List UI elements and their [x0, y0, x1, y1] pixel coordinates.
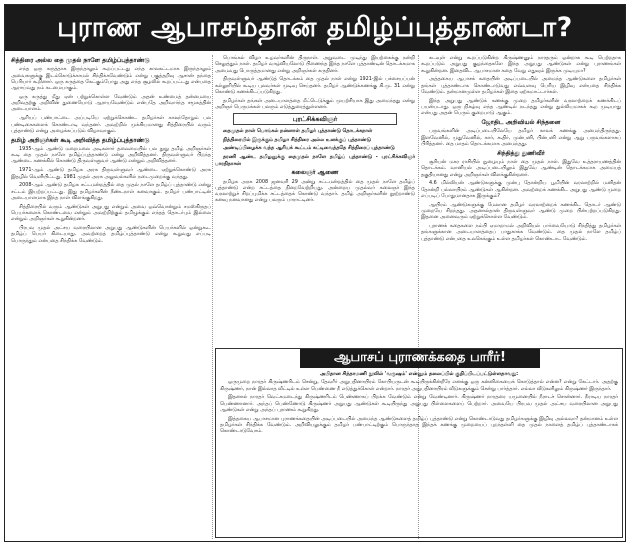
poem-verse: தரணி ஆண்ட தமிழனுக்கு தைமுதல் நாளே தமிழ்ப் புத்தாண்டு - புரட்சிக்கவிஞர் பாரதிதாசன் — [215, 154, 415, 167]
paragraph: இத்தகைய ஆபாசமான புராணக்கதையின் அடிப்படையில் அமைந்த ஆண்டுகளைத் தமிழ்ப் புத்தாண்டு என்று கொண்டாடுவது தமிழர்களுக்கு இழிவு அல்லவா? தன்மானம் உள்ள தமிழர்கள் சிந்திக்க வேண்டும். அறிவியலுக்கும் தமிழர் பண்பாட்டிற்கும் பொருந்தாத இந்தக் கணக்கு முறையைப் புறந்தள்ளி தை முதல் நாளைத் தமிழ்ப் புத்தாண்டாகக் கொண்டாடுவோம். — [220, 415, 618, 435]
poem-heading: புரட்சிக்கவிஞர் — [233, 113, 397, 125]
mythology-box — [215, 348, 623, 538]
paragraph: 2008-ஆம் ஆண்டு தமிழக சட்டமன்றத்தில் தை முதல் நாளே தமிழ்ப் புத்தாண்டு என்று சட்டம் இயற்றப்பட்டது. இது தமிழர்களின் நீண்டநாள் கனவாகும். தமிழர் பண்பாட்டின் அடையாளமாக இந்த நாள் விளங்குகிறது. — [11, 182, 211, 201]
column-left — [11, 55, 211, 539]
box-intro: அபிதான சிந்தாமணி நூலில் 'வருஷம்' என்னும் தலைப்பில் குறிப்பிடப்பட்டுள்ளதாவது: — [319, 371, 519, 377]
subheading: கலைஞர் ஆணை — [291, 169, 339, 177]
subheading: ஜோதிட அறிவியல் சிந்தனை — [481, 119, 561, 127]
paragraph: தமிழர்கள் தங்கள் அடையாளத்தை மீட்டெடுக்கும் முயற்சியாக இது அமைந்தது என்று அறிஞர் பெருமக்கள் பலரும் எடுத்துரைத்துள்ளனர். — [215, 97, 415, 111]
paragraph: அத்தகைய ஆபாசக் கதையின் அடிப்படையில் அமைந்த ஆண்டுகளை தமிழர்கள் தங்கள் புத்தாண்டாக கொண்டாடுவது எவ்வளவு பெரிய இழிவு என்பதை சிந்திக்க வேண்டும். தன்மானமுள்ள தமிழர்கள் இதை ஏற்கமாட்டார்கள். — [421, 76, 621, 95]
subheading: சித்திரை அல்ல தை முதல் நாளே தமிழ்ப்புத்தாண்டு — [11, 57, 150, 64]
paragraph: சித்திரையில் வரும் ஆண்டுகள் அறுபது என்றும் அவை ஒவ்வொன்றும் சமஸ்கிருதப் பெயர்களைக் கொண்டவை என்றும் அவற்றிற்கும் தமிழுக்கும் எந்தத் தொடர்பும் இல்லை என்றும் அறிஞர்கள் கூறுகின்றனர். — [11, 203, 211, 223]
article-page — [4, 4, 626, 542]
article-title: புராண ஆபாசம்தான் தமிழ்ப்புத்தாண்டா? — [5, 5, 625, 51]
paragraph: பிரபவ முதல் அட்சய வரையிலான அறுபது ஆண்டுகளின் பெயர்களில் ஒன்றுகூட தமிழ்ப் பெயர் கிடையாது. அவற்றைத் தமிழ்ப்புத்தாண்டு என்று கூறுவது எப்படி பொருந்தும் என்பதை சிந்திக்க வேண்டும். — [11, 225, 211, 244]
paragraph: 1971-ஆம் ஆண்டு தமிழக அரசு திருவள்ளுவர் ஆண்டை ஏற்றுக்கொண்டு அரசு இதழில் வெளியிட்டது. 1981 முதல் அரசு அலுவல்களில் நடைமுறைக்கு வந்தது. — [11, 167, 211, 180]
paragraph: 4.6 மில்லியன் ஆண்டுகளுக்கு முன்பு தோன்றிய பூமியின் வரலாற்றில் மனிதன் தோன்றி பல்லாயிரம் ஆண்டுகள் ஆகின்றன. அவற்றைக் கணக்கிட அறுபது ஆண்டு முறை எப்படிப் போதுமானதாக இருக்கும்? — [421, 180, 621, 199]
subheading: தமிழ் அறிஞர்கள் கூடி அறிவித்த தமிழ்ப்புத்தாண்டு — [11, 136, 150, 144]
paragraph: புராணக் கதைகளை நம்பி ஏமாறாமல் அறிவியல் பார்வையோடு சிந்தித்து தமிழர்கள் தங்களுக்கான அடையாளத்தைப் பாதுகாக்க வேண்டும். தை முதல் நாளே தமிழ்ப் புத்தாண்டு என்பதை உலகெங்கும் உள்ள தமிழர்கள் கொண்டாட வேண்டும். — [421, 223, 621, 242]
box-banner: ஆபாசப் புராணக்கதை பாரீர்! — [300, 348, 540, 368]
paragraph: கடவுள் என்று கூறப்படுகின்ற கிருஷ்ணனும் நாரதரும் ஒன்றாக கூடி பெற்றதாக கூறப்படும் அறுபது குழந்தைகளே இந்த அறுபது ஆண்டுகள் என்று புராணங்கள் கூறுகின்றன. இதைவிட ஆபாசமான கதை வேறு எதுவும் இருக்க முடியுமா? — [421, 55, 621, 74]
column-divider — [212, 55, 213, 539]
box-body — [220, 371, 618, 535]
paragraph: பருவங்களின் அடிப்படையிலேயே தமிழர் காலக் கணக்கு அமைந்திருந்தது. இளவேனில், முதுவேனில், கார், கூதிர், முன்பனி, பின்பனி என்று ஆறு பருவங்களாகப் பிரித்தனர். தை மாதம் தொடக்கமாக அமைந்தது. — [421, 128, 621, 147]
paragraph: இந்த அறுபது ஆண்டுக் கணக்கு முறை தமிழர்களின் வரலாற்றைக் கணக்கிடப் பயன்படாது. ஒரு நிகழ்வு எந்த ஆண்டில் நடந்தது என்று துல்லியமாகக் கூற முடியாது என்பது அதன் பெரும் குறைபாடு ஆகும். — [421, 97, 621, 117]
paragraph: திருவள்ளுவர் ஆண்டுத் தொடக்கம் தை முதல் நாள் என்று 1921-இல் பச்சையப்பன் கல்லூரியில் கூடிய புலவர்கள் முடிவு செய்தனர். தமிழர் ஆண்டுக்கணக்கு கி.மு. 31 என்று கொண்டு கணக்கிடப்படுகிறது. — [215, 76, 415, 95]
paragraph: ஒரு கருத்து மீது ஏன் பற்றுக்கொள்ள வேண்டும் அதன் உண்மைத் தன்மையை அறிவதற்கு அறிவின் துணையோடு ஆராயவேண்டும் என்பதே அறிவார்ந்த சமூகத்தின் அடையாளம். — [11, 93, 211, 113]
column-middle — [215, 55, 415, 345]
paragraph: இதனால் நாரதர் வெட்கமடைந்து கிருஷ்ணரிடம் பெண்ணாகப் பிறக்க வேண்டும் என்று வேண்டினார். கிருஷ்ணர் நாரதரை யமுனையில் நீராடச் சொன்னார். நீராடிய நாரதர் பெண்ணானார். அந்தப் பெண்ணோடு கிருஷ்ணர் அறுபது ஆண்டுகள் கூடியிருந்து அறுபது பிள்ளைகளைப் பெற்றார். அவையே பிரபவ முதல் அட்சய வரையிலான அறுபது ஆண்டுகள் என்று அந்தப் புராணம் கூறுகிறது. — [220, 394, 618, 413]
poem-verse: நித்திரையில் இருக்கும் தமிழா சித்திரை அல்ல உனக்குப் புத்தாண்டு — [223, 136, 372, 143]
paragraph: 1935-ஆம் ஆண்டு மறைமலை அடிகளார் தலைமையில் பல நூறு தமிழ் அறிஞர்கள் கூடி தை முதல் நாளே தமிழ்ப்புத்தாண்டு என்று அறிவித்தனர். திருவள்ளுவர் பிறந்த ஆண்டை கணக்கில் கொண்டு திருவள்ளுவர் ஆண்டு என்றும் அறிவித்தனர். — [11, 145, 211, 165]
paragraph: ஆரியப் பண்பாட்டை அப்படியே ஏற்றுக்கொண்ட தமிழர்கள் காலந்தோறும் பல பண்டிகைகளைக் கொண்டாடி வந்தனர். அவற்றில் முக்கியமானது சித்திரையில் வரும் புத்தாண்டு என்று அழைக்கப்படும் விழாவாகும். — [11, 115, 211, 134]
paragraph: பொங்கல் விழா உழவர்களின் திருநாள். அறுவடை முடிந்து இயற்கைக்கு நன்றி செலுத்தும் நாள். தமிழர் வாழ்வியலோடு பிணைந்த இந்த நாளே புத்தாண்டின் தொடக்கமாக அமைவது பொருத்தமானது என்று அறிஞர்கள் கருதினர். — [215, 55, 415, 74]
poem-verse: தைமுதல் நாள் பொங்கல் நன்னாள் தமிழர் புத்தாண்டு தொடக்கநாள் — [223, 127, 373, 134]
subheading: சிந்தித்து துணிவீர் — [497, 149, 545, 157]
paragraph: சூரியன் மகர ராசியில் நுழையும் நாள் தை முதல் நாள். இதுவே உத்தராயணத்தின் தொடக்கம். வானியல் அடிப்படையிலும் இதுவே ஆண்டின் தொடக்கமாக அமையத் தகுதியானது என்று அறிஞர்கள் விளக்குகின்றனர். — [421, 158, 621, 178]
paragraph: எந்த ஒரு கருத்தாக இருந்தாலும் கூறப்பட்டது எந்த காலகட்டமாக இருந்தாலும் அவைகளுக்கு இடம்கொடுக்காமல் சிந்திக்கவேண்டும் என்று பகுத்தறிவு ஆசான் தந்தை பெரியார் கூறினார். ஒரு கருத்தை கேட்கும்போது அது எந்த சூழலில் கூறப்பட்டது என்பதை ஆராய்வது நம் கடமையாகும். — [11, 66, 211, 92]
paragraph: தமிழக அரசு 2008 ஜனவரி 29 அன்று சட்டமன்றத்தில் தை முதல் நாளே தமிழ்ப் புத்தாண்டு என்ற சட்டத்தை நிறைவேற்றியது. அன்றைய முதல்வர் கலைஞர் இந்த வரலாற்றுச் சிறப்புமிக்க சட்டத்தைக் கொண்டு வந்தார். தமிழ் அறிஞர்களின் நூற்றாண்டு கனவு நனவானது என்று பலரும் பாராட்டினர். — [215, 178, 415, 204]
poem-verse: அண்டிப்பிழைக்க வந்த ஆரியக் கூட்டம் கட்டிவைத்ததே சித்திரைப் புத்தாண்டு — [223, 145, 395, 152]
paragraph: ஒருமுறை நாரதர் கிருஷ்ணரிடம் சென்று, தேவரீர் அறுபதினாயிரம் கோபியருடன் கூடியிருக்கின்றீரே எனக்கு ஒரு கன்னிகையைக் கொடுத்தால் என்ன? என்று கேட்டார். அதற்கு கிருஷ்ணர், நான் இல்லாத வீட்டில் உள்ள பெண்ணை நீ எடுத்துக்கொள் என்றார். நாரதர் அறுபதினாயிரம் வீடுகளுக்கும் சென்று பார்த்தார். எல்லா வீடுகளிலும் கிருஷ்ணர் இருந்தார். — [220, 379, 618, 392]
paragraph: ஆயிரம் ஆண்டுகளுக்கு மேலான தமிழர் வரலாற்றைக் கணக்கிட தொடர் ஆண்டு முறையே சிறந்தது. அதனால்தான் திருவள்ளுவர் ஆண்டு முறை பின்பற்றப்படுகிறது. இதனை அனைவரும் ஏற்றுக்கொள்ள வேண்டும். — [421, 201, 621, 221]
